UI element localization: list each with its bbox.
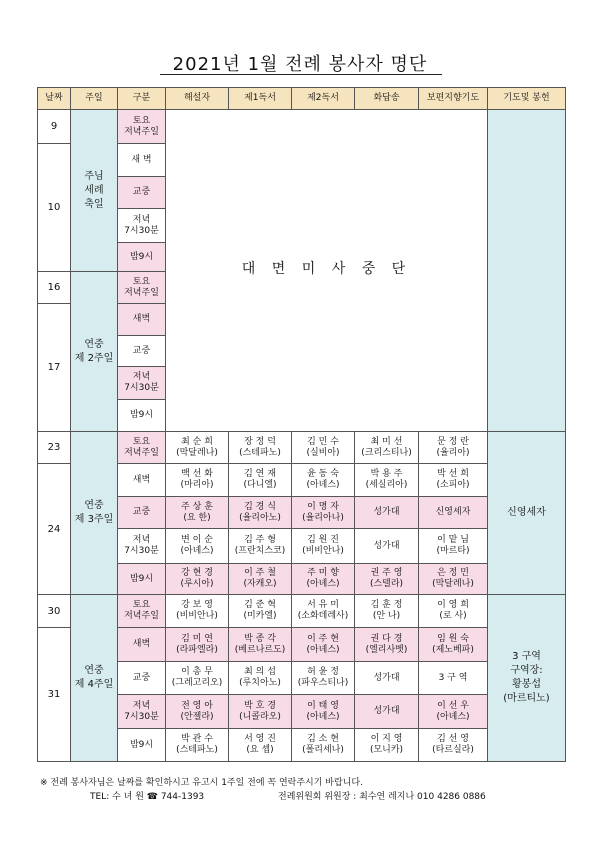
reading2-cell: 윤 동 숙 (아녜스) (292, 464, 355, 497)
header-prayers: 보편지향기도 (419, 88, 488, 110)
roster-table (37, 87, 566, 762)
prayers-cell: 은 정 민 (막달레나) (419, 564, 488, 595)
table-row (38, 529, 566, 564)
header-row (38, 88, 566, 110)
type-cell: 교중 (118, 336, 166, 367)
suspended-area (166, 110, 488, 432)
sunday-cell: 연중 제 3주일 (71, 432, 118, 595)
reading2-cell: 이 명 자 (율리아나) (292, 497, 355, 529)
reading2-cell: 이 태 영 (아녜스) (292, 695, 355, 729)
type-cell: 저녁 7시30분 (118, 209, 166, 243)
reading1-cell: 박 호 경 (니콜라오) (229, 695, 292, 729)
type-cell: 새 벽 (118, 144, 166, 177)
type-cell: 교중 (118, 662, 166, 695)
psalm-cell: 박 용 주 (세실리아) (355, 464, 419, 497)
table-row (38, 564, 566, 595)
prayers-cell: 이 맡 님 (마르타) (419, 529, 488, 564)
reading2-cell: 이 주 현 (아녜스) (292, 628, 355, 662)
footer-tel: TEL: 수 녀 원 ☎ 744-1393 (90, 792, 205, 802)
reading1-cell: 서 영 진 (요 셉) (229, 729, 292, 762)
reading1-cell: 김 연 재 (다니엘) (229, 464, 292, 497)
commentator-cell: 김 미 연 (라파엘라) (166, 628, 229, 662)
commentator-cell: 전 영 아 (안젤라) (166, 695, 229, 729)
psalm-cell: 성가대 (355, 497, 419, 529)
psalm-cell: 김 훈 정 (안 나) (355, 595, 419, 628)
prayers-cell: 박 선 희 (소피아) (419, 464, 488, 497)
reading1-cell: 최 의 섭 (루치아노) (229, 662, 292, 695)
commentator-cell: 최 순 희 (막달레나) (166, 432, 229, 464)
psalm-cell: 이 지 영 (모니카) (355, 729, 419, 762)
prayers-cell: 이 영 희 (로 사) (419, 595, 488, 628)
type-cell: 밤9시 (118, 400, 166, 432)
reading1-cell: 장 정 덕 (스테파노) (229, 432, 292, 464)
reading1-cell: 이 주 철 (자캐오) (229, 564, 292, 595)
psalm-cell: 성가대 (355, 695, 419, 729)
table-row (38, 432, 566, 464)
type-cell: 새벽 (118, 464, 166, 497)
reading2-cell: 김 소 현 (폴리세나) (292, 729, 355, 762)
reading2-cell: 허 윤 정 (파우스티나) (292, 662, 355, 695)
footer-notice: ※ 전례 봉사자님은 날짜를 확인하시고 유고시 1주일 전에 꼭 연락주시기 바랍니다. (40, 778, 363, 788)
date-cell: 30 (38, 595, 71, 628)
type-cell: 저녁 7시30분 (118, 529, 166, 564)
prayers-cell: 3 구 역 (419, 662, 488, 695)
header-offering: 기도및 봉헌 (488, 88, 566, 110)
type-cell: 저녁 7시30분 (118, 695, 166, 729)
header-sunday: 주일 (71, 88, 118, 110)
sunday-cell: 연중 제 2주일 (71, 272, 118, 432)
prayers-cell: 신영세자 (419, 497, 488, 529)
type-cell: 교중 (118, 177, 166, 209)
type-cell: 밤9시 (118, 243, 166, 272)
date-cell: 9 (38, 110, 71, 144)
footer-committee: 전례위원회 위원장 : 최수연 레지나 010 4286 0886 (278, 792, 486, 802)
title-underline (160, 74, 442, 75)
psalm-cell: 권 주 영 (스텔라) (355, 564, 419, 595)
header-psalm: 화답송 (355, 88, 419, 110)
prayers-cell: 임 원 숙 (제노베파) (419, 628, 488, 662)
psalm-cell: 성가대 (355, 529, 419, 564)
header-date: 날짜 (38, 88, 71, 110)
offering-note: 신영세자 (488, 432, 566, 595)
table-row (38, 464, 566, 497)
commentator-cell: 박 관 수 (스테파노) (166, 729, 229, 762)
suspend-notice: 대 면 미 사 중 단 (241, 261, 412, 277)
reading1-cell: 박 종 각 (베르나르도) (229, 628, 292, 662)
date-cell: 10 (38, 144, 71, 272)
offering-note-blank (488, 110, 566, 432)
header-reading1: 제1독서 (229, 88, 292, 110)
date-cell: 17 (38, 304, 71, 432)
sunday-cell: 연중 제 4주일 (71, 595, 118, 762)
reading2-cell: 주 미 향 (아녜스) (292, 564, 355, 595)
commentator-cell: 이 총 무 (그레고리오) (166, 662, 229, 695)
date-cell: 23 (38, 432, 71, 464)
reading1-cell: 김 경 식 (율리아노) (229, 497, 292, 529)
offering-note: 3 구역 구역장: 황봉섭 (마르티노) (488, 595, 566, 762)
type-cell: 저녁 7시30분 (118, 367, 166, 400)
sunday-cell: 주님 세례 축일 (71, 110, 118, 272)
table-row (38, 595, 566, 628)
type-cell: 밤9시 (118, 564, 166, 595)
prayers-cell: 김 선 영 (타르실라) (419, 729, 488, 762)
type-cell: 밤9시 (118, 729, 166, 762)
commentator-cell: 강 현 경 (루시아) (166, 564, 229, 595)
prayers-cell: 문 정 란 (율리아) (419, 432, 488, 464)
psalm-cell: 권 다 경 (엘리사벳) (355, 628, 419, 662)
table-row (38, 662, 566, 695)
type-cell: 토요 저녁주일 (118, 272, 166, 304)
type-cell: 토요 저녁주일 (118, 432, 166, 464)
header-reading2: 제2독서 (292, 88, 355, 110)
header-type: 구분 (118, 88, 166, 110)
psalm-cell: 성가대 (355, 662, 419, 695)
table-row (38, 110, 566, 144)
commentator-cell: 강 보 영 (비비안나) (166, 595, 229, 628)
page-title: 2021년 1월 전례 봉사자 명단 (172, 54, 428, 75)
commentator-cell: 주 상 훈 (요 한) (166, 497, 229, 529)
date-cell: 16 (38, 272, 71, 304)
table-row (38, 628, 566, 662)
date-cell: 31 (38, 628, 71, 762)
date-cell: 24 (38, 464, 71, 595)
reading2-cell: 김 민 수 (실비아) (292, 432, 355, 464)
table-row (38, 497, 566, 529)
table-row (38, 695, 566, 729)
prayers-cell: 이 선 우 (아녜스) (419, 695, 488, 729)
header-commentator: 해설자 (166, 88, 229, 110)
commentator-cell: 백 선 화 (마리아) (166, 464, 229, 497)
type-cell: 토요 저녁주일 (118, 110, 166, 144)
table-row (38, 729, 566, 762)
reading1-cell: 김 준 혁 (미카엘) (229, 595, 292, 628)
type-cell: 교중 (118, 497, 166, 529)
commentator-cell: 변 이 순 (아녜스) (166, 529, 229, 564)
reading2-cell: 서 유 미 (소화데레사) (292, 595, 355, 628)
psalm-cell: 최 미 선 (크리스티나) (355, 432, 419, 464)
type-cell: 토요 저녁주일 (118, 595, 166, 628)
type-cell: 새벽 (118, 628, 166, 662)
reading2-cell: 김 원 진 (비비안나) (292, 529, 355, 564)
type-cell: 새벽 (118, 304, 166, 336)
reading1-cell: 김 주 형 (프란치스코) (229, 529, 292, 564)
